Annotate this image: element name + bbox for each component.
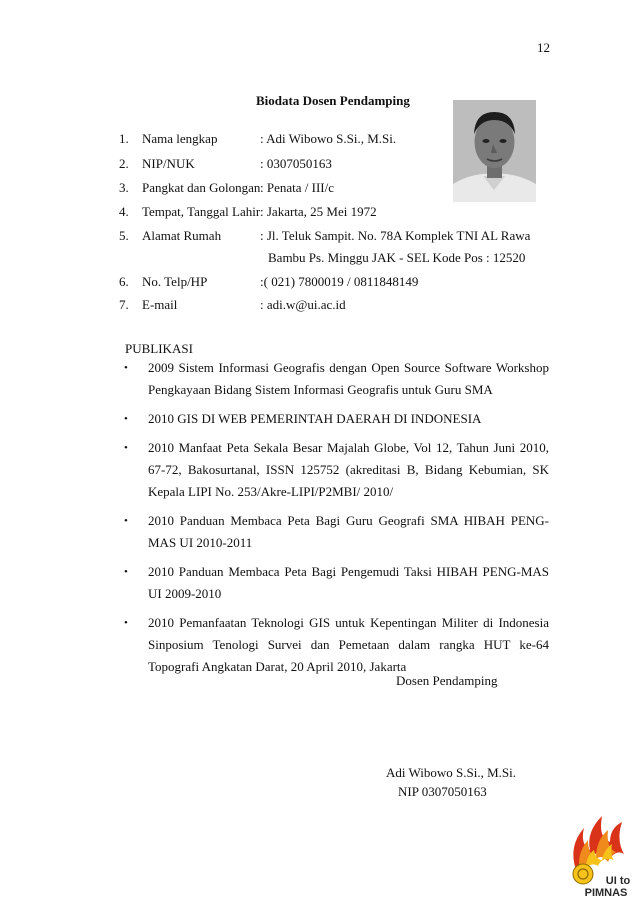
- publikasi-line: Pengkayaan Bidang Sistem Informasi Geografis untuk Guru SMA: [148, 382, 493, 397]
- biodata-value: : Adi Wibowo S.Si., M.Si.: [260, 131, 397, 146]
- ui-to-pimnas-logo: [566, 810, 630, 898]
- biodata-label: NIP/NUK: [142, 156, 195, 171]
- biodata-number: 3.: [119, 180, 129, 195]
- biodata-label: Tempat, Tanggal Lahir: [142, 204, 261, 219]
- publikasi-heading: PUBLIKASI: [125, 341, 193, 356]
- publikasi-line: 2010 Pemanfaatan Teknologi GIS untuk Kepentingan Militer di Indonesia: [148, 615, 549, 630]
- bullet-icon: •: [124, 413, 128, 425]
- profile-photo: [453, 100, 536, 202]
- publikasi-line: 67-72, Bakosurtanal, ISSN 125752 (akreditasi B, Bidang Kebumian, SK: [148, 462, 549, 477]
- biodata-number: 1.: [119, 131, 129, 146]
- biodata-value: : adi.w@ui.ac.id: [260, 297, 346, 312]
- publikasi-list: [121, 357, 549, 685]
- biodata-value: :( 021) 7800019 / 0811848149: [260, 274, 419, 289]
- publikasi-item: [121, 510, 549, 554]
- publikasi-item: [121, 357, 549, 401]
- biodata-number: 6.: [119, 274, 129, 289]
- publikasi-line: 2010 Panduan Membaca Peta Bagi Pengemudi Taksi HIBAH PENG-MAS: [148, 564, 549, 579]
- signature-nip: NIP 0307050163: [398, 784, 487, 799]
- signature-title: Dosen Pendamping: [396, 673, 498, 688]
- biodata-label: Pangkat dan Golongan: [142, 180, 261, 195]
- publikasi-item: [121, 408, 549, 430]
- publikasi-line: 2010 GIS DI WEB PEMERINTAH DAERAH DI INDONESIA: [148, 411, 482, 426]
- biodata-label: E-mail: [142, 297, 178, 312]
- bullet-icon: •: [124, 617, 128, 629]
- flame-logo-icon: [566, 810, 630, 898]
- publikasi-line: Kepala LIPI No. 253/Akre-LIPI/P2MBI/ 2010/: [148, 484, 394, 499]
- bullet-icon: •: [124, 515, 128, 527]
- biodata-label: Nama lengkap: [142, 131, 218, 146]
- publikasi-line: 2010 Manfaat Peta Sekala Besar Majalah Globe, Vol 12, Tahun Juni 2010,: [148, 440, 549, 455]
- biodata-number: 7.: [119, 297, 129, 312]
- biodata-number: 5.: [119, 228, 129, 243]
- publikasi-line: 2010 Panduan Membaca Peta Bagi Guru Geografi SMA HIBAH PENG-: [148, 513, 549, 528]
- biodata-value: : Jakarta, 25 Mei 1972: [260, 204, 377, 219]
- biodata-number: 4.: [119, 204, 129, 219]
- logo-text-line2: PIMNAS: [584, 887, 628, 898]
- biodata-alamat-continuation: Bambu Ps. Minggu JAK - SEL Kode Pos : 12520: [268, 250, 526, 265]
- biodata-value: : Jl. Teluk Sampit. No. 78A Komplek TNI AL Rawa: [260, 228, 531, 243]
- signature-name: Adi Wibowo S.Si., M.Si.: [386, 765, 516, 780]
- publikasi-line: Topografi Angkatan Darat, 20 April 2010, Jakarta: [148, 659, 407, 674]
- bullet-icon: •: [124, 442, 128, 454]
- logo-emblem: [573, 864, 593, 884]
- biodata-value: : Penata / III/c: [260, 180, 334, 195]
- publikasi-line: MAS UI 2010-2011: [148, 535, 253, 550]
- biodata-value: : 0307050163: [260, 156, 332, 171]
- logo-text-line1: UI to: [605, 875, 630, 887]
- publikasi-line: Sinposium Tenologi Survei dan Pemetaan dalam rangka HUT ke-64: [148, 637, 549, 652]
- biodata-label: Alamat Rumah: [142, 228, 222, 243]
- bullet-icon: •: [124, 566, 128, 578]
- publikasi-item: [121, 612, 549, 678]
- page-number: 12: [537, 40, 550, 55]
- publikasi-line: 2009 Sistem Informasi Geografis dengan Open Source Software Workshop: [148, 360, 549, 375]
- publikasi-item: [121, 561, 549, 605]
- biodata-number: 2.: [119, 156, 129, 171]
- document-title: Biodata Dosen Pendamping: [256, 93, 410, 108]
- portrait-image: [453, 100, 536, 202]
- publikasi-item: [121, 437, 549, 503]
- bullet-icon: •: [124, 362, 128, 374]
- biodata-label: No. Telp/HP: [142, 274, 208, 289]
- publikasi-line: UI 2009-2010: [148, 586, 222, 601]
